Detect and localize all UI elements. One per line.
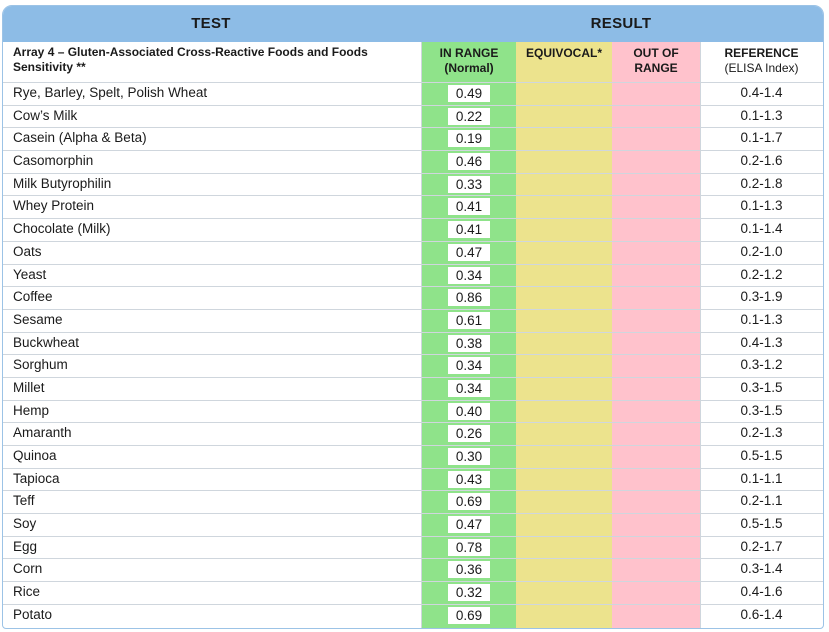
reference-label: REFERENCE [724,46,799,60]
reference-range: 0.1-1.1 [740,470,783,486]
test-name: Casomorphin [13,153,94,169]
in-range-value: 0.40 [448,403,490,420]
table-row [3,400,823,423]
in-range-value: 0.33 [448,176,490,193]
reference-range: 0.3-1.5 [740,379,783,395]
in-range-value: 0.34 [448,267,490,284]
in-range-value: 0.19 [448,130,490,147]
table-row [3,558,823,581]
test-name: Millet [13,379,45,395]
in-range-value: 0.49 [448,85,490,102]
reference-range: 0.3-1.5 [740,402,783,418]
reference-range: 0.1-1.3 [740,198,783,214]
test-name: Sorghum [13,357,68,373]
reference-header [700,46,823,86]
in-range-value: 0.41 [448,221,490,238]
reference-range: 0.2-1.6 [740,153,783,169]
equivocal-header [516,46,612,86]
test-name: Cow’s Milk [13,107,78,123]
in-range-value: 0.32 [448,584,490,601]
table-row [3,309,823,332]
reference-range: 0.2-1.3 [740,425,783,441]
table-row [3,604,823,627]
table-row [3,581,823,604]
test-name: Rice [13,584,41,600]
test-name: Rye, Barley, Spelt, Polish Wheat [13,85,208,100]
table-row [3,445,823,468]
reference-range: 0.1-1.3 [740,311,783,327]
out-of-range-label-2: RANGE [634,61,678,75]
table-row [3,241,823,264]
in-range-value: 0.86 [448,289,490,306]
results-table [2,5,824,629]
table-row [3,82,823,105]
reference-range: 0.3-1.9 [740,289,783,305]
reference-range: 0.3-1.4 [740,561,783,577]
equivocal-label: EQUIVOCAL* [525,46,602,60]
test-name: Sesame [13,311,63,327]
table-row [3,105,823,128]
test-name: Yeast [13,266,47,282]
in-range-value: 0.34 [448,357,490,374]
in-range-value: 0.34 [448,380,490,397]
test-name: Egg [13,538,38,554]
test-name: Corn [13,561,43,577]
table-body [3,82,823,627]
test-name: Amaranth [13,425,72,441]
in-range-value: 0.26 [448,425,490,442]
reference-range: 0.1-1.4 [740,221,783,237]
test-name: Potato [13,606,53,622]
in-range-value: 0.78 [448,539,490,556]
reference-range: 0.2-1.7 [740,538,783,554]
result-heading: RESULT [590,15,652,32]
table-row [3,377,823,400]
in-range-value: 0.22 [448,108,490,125]
reference-range: 0.4-1.3 [740,334,783,350]
table-header-bar [3,6,823,42]
in-range-header [422,46,516,86]
reference-range: 0.2-1.8 [740,175,783,191]
table-row [3,195,823,218]
table-row [3,422,823,445]
test-name: Hemp [13,402,50,418]
test-name: Buckwheat [13,334,80,350]
reference-range: 0.1-1.7 [740,130,783,146]
reference-range: 0.5-1.5 [740,448,783,463]
reference-range: 0.4-1.4 [740,85,783,100]
reference-range: 0.2-1.1 [740,493,783,509]
table-row [3,286,823,309]
array-title: Array 4 – Gluten-Associated Cross-Reactive Foods and Foods Sensitivity ** [13,45,368,74]
in-range-value: 0.46 [448,153,490,170]
in-range-value: 0.38 [448,335,490,352]
test-name: Casein (Alpha & Beta) [13,130,147,146]
in-range-value: 0.47 [448,244,490,261]
in-range-value: 0.36 [448,561,490,578]
table-row [3,264,823,287]
test-name: Milk Butyrophilin [13,175,112,191]
test-name: Soy [13,516,37,532]
test-heading: TEST [191,15,231,32]
table-row [3,536,823,559]
test-name: Teff [13,493,35,509]
test-name: Chocolate (Milk) [13,221,111,237]
reference-range: 0.4-1.6 [740,584,783,600]
reference-range: 0.2-1.0 [740,243,783,259]
in-range-value: 0.69 [448,607,490,624]
table-row [3,218,823,241]
reference-range: 0.6-1.4 [740,606,783,622]
reference-range: 0.5-1.5 [740,516,783,532]
test-name: Quinoa [13,448,57,463]
out-of-range-label-1: OUT OF [633,46,679,60]
test-name: Tapioca [13,470,60,486]
test-name: Coffee [13,289,53,305]
table-row [3,468,823,491]
table-row [3,513,823,536]
in-range-value: 0.41 [448,198,490,215]
reference-range: 0.1-1.3 [740,107,783,123]
test-name: Whey Protein [13,198,95,214]
in-range-value: 0.61 [448,312,490,329]
out-of-range-header [612,46,700,86]
reference-range: 0.2-1.2 [740,266,783,282]
in-range-value: 0.69 [448,493,490,510]
table-row [3,173,823,196]
in-range-value: 0.43 [448,471,490,488]
table-row [3,150,823,173]
reference-range: 0.3-1.2 [740,357,783,373]
in-range-value: 0.30 [448,448,490,465]
table-row [3,354,823,377]
table-row [3,332,823,355]
test-name: Oats [13,243,42,259]
table-row [3,127,823,150]
reference-sublabel: (ELISA Index) [724,61,799,75]
table-row [3,490,823,513]
in-range-sublabel: (Normal) [444,61,494,75]
in-range-label: IN RANGE [439,46,499,60]
in-range-value: 0.47 [448,516,490,533]
